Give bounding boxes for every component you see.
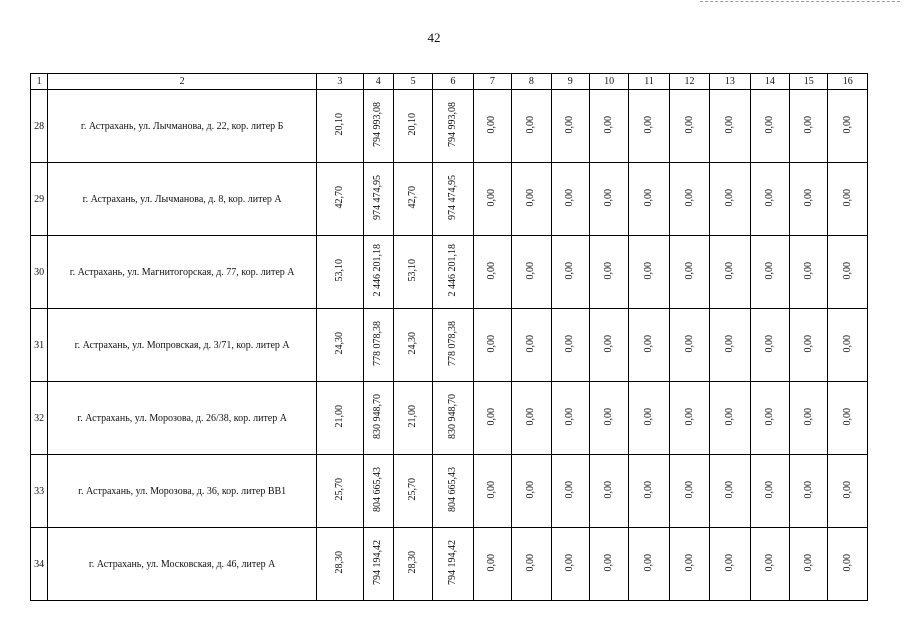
- value-cell-text: 0,00: [683, 480, 695, 499]
- value-cell: [750, 309, 789, 382]
- value-cell-text: 0,00: [486, 188, 498, 207]
- top-edge-line: [700, 1, 900, 4]
- header-cell: 7: [473, 74, 511, 90]
- value-cell-text: 0,00: [683, 553, 695, 572]
- value-cell: [750, 163, 789, 236]
- value-cell: [750, 455, 789, 528]
- address-cell: г. Астрахань, ул. Морозова, д. 26/38, кор. литер А: [48, 382, 317, 455]
- value-cell: [790, 90, 828, 163]
- value-cell-text: 0,00: [841, 480, 853, 499]
- value-cell-text: 0,00: [723, 188, 735, 207]
- value-cell: [669, 309, 709, 382]
- value-cell-text: 0,00: [603, 407, 615, 426]
- value-cell: [512, 163, 551, 236]
- value-cell-text: 0,00: [564, 115, 576, 134]
- value-cell-text: 0,00: [723, 407, 735, 426]
- area-cell: [317, 163, 364, 236]
- value-cell-text: 0,00: [763, 261, 775, 280]
- value-cell: [551, 528, 589, 601]
- cost-cell-text: 830 948,70: [447, 394, 458, 439]
- value-cell: [473, 528, 511, 601]
- value-cell-text: 0,00: [486, 553, 498, 572]
- value-cell: [512, 382, 551, 455]
- value-cell-text: 0,00: [643, 553, 655, 572]
- cost-cell-text: 830 948,70: [372, 394, 384, 439]
- area-cell: [393, 455, 432, 528]
- area-cell-text: 42,70: [407, 186, 419, 209]
- row-number: 33: [31, 455, 48, 528]
- cost-cell: [433, 236, 473, 309]
- cost-cell: [363, 382, 393, 455]
- cost-cell-text: 2 446 201,18: [447, 244, 458, 297]
- value-cell-text: 0,00: [802, 188, 814, 207]
- value-cell-text: 0,00: [841, 261, 853, 280]
- value-cell: [710, 528, 750, 601]
- value-cell: [551, 163, 589, 236]
- area-cell: [317, 382, 364, 455]
- value-cell: [828, 90, 868, 163]
- table-row: [31, 309, 868, 382]
- area-cell-text: 20,10: [333, 113, 345, 136]
- area-cell-text: 20,10: [407, 113, 419, 136]
- value-cell: [790, 309, 828, 382]
- row-number: 28: [31, 90, 48, 163]
- value-cell: [790, 528, 828, 601]
- value-cell: [710, 455, 750, 528]
- value-cell-text: 0,00: [525, 115, 537, 134]
- value-cell: [473, 382, 511, 455]
- value-cell: [629, 236, 669, 309]
- header-cell: 4: [363, 74, 393, 90]
- cost-cell: [433, 455, 473, 528]
- area-cell: [393, 90, 432, 163]
- value-cell-text: 0,00: [525, 261, 537, 280]
- address-cell: г. Астрахань, ул. Мопровская, д. 3/71, кор. литер А: [48, 309, 317, 382]
- value-cell-text: 0,00: [643, 334, 655, 353]
- value-cell: [828, 309, 868, 382]
- header-cell: 9: [551, 74, 589, 90]
- value-cell-text: 0,00: [763, 553, 775, 572]
- value-cell-text: 0,00: [525, 553, 537, 572]
- value-cell-text: 0,00: [763, 407, 775, 426]
- value-cell-text: 0,00: [841, 115, 853, 134]
- value-cell: [790, 455, 828, 528]
- value-cell-text: 0,00: [802, 261, 814, 280]
- value-cell-text: 0,00: [841, 188, 853, 207]
- value-cell-text: 0,00: [564, 407, 576, 426]
- value-cell: [551, 309, 589, 382]
- value-cell-text: 0,00: [763, 188, 775, 207]
- value-cell: [512, 309, 551, 382]
- value-cell-text: 0,00: [564, 334, 576, 353]
- value-cell: [710, 382, 750, 455]
- value-cell: [629, 163, 669, 236]
- cost-cell-text: 778 078,38: [447, 321, 458, 366]
- table-row: [31, 382, 868, 455]
- value-cell-text: 0,00: [763, 115, 775, 134]
- address-cell: г. Астрахань, ул. Московская, д. 46, литер А: [48, 528, 317, 601]
- cost-cell-text: 794 993,08: [447, 102, 458, 147]
- header-cell: 14: [750, 74, 789, 90]
- address-cell: г. Астрахань, ул. Лычманова, д. 22, кор. литер Б: [48, 90, 317, 163]
- value-cell: [473, 163, 511, 236]
- cost-cell: [433, 382, 473, 455]
- cost-cell: [433, 90, 473, 163]
- cost-cell-text: 794 993,08: [372, 102, 384, 147]
- value-cell-text: 0,00: [603, 188, 615, 207]
- cost-cell-text: 974 474,95: [447, 175, 458, 220]
- value-cell: [710, 90, 750, 163]
- area-cell-text: 25,70: [407, 478, 419, 501]
- value-cell: [589, 236, 628, 309]
- value-cell-text: 0,00: [603, 553, 615, 572]
- value-cell: [512, 455, 551, 528]
- cost-cell-text: 794 194,42: [372, 540, 384, 585]
- value-cell: [828, 382, 868, 455]
- value-cell-text: 0,00: [802, 480, 814, 499]
- cost-cell: [363, 528, 393, 601]
- value-cell-text: 0,00: [643, 261, 655, 280]
- value-cell: [551, 382, 589, 455]
- cost-cell-text: 804 665,43: [447, 467, 458, 512]
- value-cell: [828, 163, 868, 236]
- value-cell-text: 0,00: [564, 188, 576, 207]
- value-cell: [589, 163, 628, 236]
- value-cell: [669, 528, 709, 601]
- area-cell-text: 21,00: [407, 405, 419, 428]
- value-cell-text: 0,00: [486, 261, 498, 280]
- value-cell-text: 0,00: [683, 407, 695, 426]
- value-cell-text: 0,00: [802, 334, 814, 353]
- row-number: 32: [31, 382, 48, 455]
- value-cell: [512, 528, 551, 601]
- table-row: [31, 90, 868, 163]
- value-cell: [629, 528, 669, 601]
- area-cell-text: 24,30: [407, 332, 419, 355]
- area-cell-text: 42,70: [333, 186, 345, 209]
- value-cell-text: 0,00: [802, 407, 814, 426]
- value-cell: [669, 455, 709, 528]
- header-cell: 6: [433, 74, 473, 90]
- value-cell: [589, 455, 628, 528]
- area-cell-text: 21,00: [333, 405, 345, 428]
- value-cell-text: 0,00: [643, 407, 655, 426]
- value-cell-text: 0,00: [723, 553, 735, 572]
- value-cell-text: 0,00: [603, 115, 615, 134]
- value-cell-text: 0,00: [723, 261, 735, 280]
- value-cell-text: 0,00: [603, 334, 615, 353]
- value-cell: [790, 382, 828, 455]
- value-cell-text: 0,00: [643, 115, 655, 134]
- data-table: [30, 73, 868, 601]
- value-cell: [473, 455, 511, 528]
- value-cell-text: 0,00: [802, 553, 814, 572]
- value-cell-text: 0,00: [643, 188, 655, 207]
- table-row: [31, 163, 868, 236]
- value-cell: [473, 309, 511, 382]
- value-cell-text: 0,00: [525, 407, 537, 426]
- area-cell: [317, 528, 364, 601]
- row-number: 29: [31, 163, 48, 236]
- value-cell: [629, 309, 669, 382]
- header-cell: 2: [48, 74, 317, 90]
- cost-cell: [433, 163, 473, 236]
- value-cell: [790, 163, 828, 236]
- value-cell: [750, 236, 789, 309]
- cost-cell: [363, 90, 393, 163]
- value-cell-text: 0,00: [841, 407, 853, 426]
- header-cell: 16: [828, 74, 868, 90]
- value-cell: [512, 236, 551, 309]
- header-cell: 12: [669, 74, 709, 90]
- value-cell-text: 0,00: [564, 480, 576, 499]
- value-cell: [551, 90, 589, 163]
- address-cell: г. Астрахань, ул. Лычманова, д. 8, кор. литер А: [48, 163, 317, 236]
- value-cell: [669, 90, 709, 163]
- value-cell: [828, 455, 868, 528]
- value-cell-text: 0,00: [683, 188, 695, 207]
- cost-cell-text: 778 078,38: [372, 321, 384, 366]
- value-cell-text: 0,00: [723, 115, 735, 134]
- value-cell-text: 0,00: [643, 480, 655, 499]
- table-row: [31, 236, 868, 309]
- area-cell-text: 28,30: [333, 551, 345, 574]
- value-cell-text: 0,00: [525, 334, 537, 353]
- value-cell-text: 0,00: [841, 553, 853, 572]
- area-cell-text: 28,30: [407, 551, 419, 574]
- value-cell-text: 0,00: [603, 261, 615, 280]
- value-cell: [589, 528, 628, 601]
- value-cell: [473, 90, 511, 163]
- row-number: 34: [31, 528, 48, 601]
- value-cell: [551, 455, 589, 528]
- cost-cell: [363, 455, 393, 528]
- value-cell-text: 0,00: [683, 115, 695, 134]
- value-cell-text: 0,00: [525, 188, 537, 207]
- value-cell-text: 0,00: [683, 261, 695, 280]
- value-cell: [828, 528, 868, 601]
- value-cell: [669, 382, 709, 455]
- value-cell: [669, 163, 709, 236]
- cost-cell: [363, 236, 393, 309]
- area-cell-text: 53,10: [407, 259, 419, 282]
- value-cell: [669, 236, 709, 309]
- value-cell-text: 0,00: [683, 334, 695, 353]
- value-cell: [473, 236, 511, 309]
- header-cell: 8: [512, 74, 551, 90]
- area-cell-text: 53,10: [333, 259, 345, 282]
- value-cell-text: 0,00: [564, 553, 576, 572]
- value-cell: [629, 455, 669, 528]
- table-row: [31, 528, 868, 601]
- value-cell: [629, 382, 669, 455]
- header-cell: 15: [790, 74, 828, 90]
- cost-cell: [363, 163, 393, 236]
- header-cell: 5: [393, 74, 432, 90]
- value-cell: [629, 90, 669, 163]
- value-cell-text: 0,00: [486, 407, 498, 426]
- header-cell: 1: [31, 74, 48, 90]
- table-row: [31, 455, 868, 528]
- header-cell: 3: [317, 74, 364, 90]
- value-cell-text: 0,00: [802, 115, 814, 134]
- value-cell-text: 0,00: [525, 480, 537, 499]
- value-cell: [828, 236, 868, 309]
- value-cell-text: 0,00: [763, 334, 775, 353]
- cost-cell: [433, 309, 473, 382]
- area-cell: [317, 455, 364, 528]
- area-cell: [393, 382, 432, 455]
- value-cell: [790, 236, 828, 309]
- value-cell: [589, 90, 628, 163]
- area-cell: [317, 90, 364, 163]
- value-cell: [710, 236, 750, 309]
- header-cell: 10: [589, 74, 628, 90]
- value-cell: [750, 90, 789, 163]
- value-cell: [512, 90, 551, 163]
- area-cell: [393, 309, 432, 382]
- row-number: 30: [31, 236, 48, 309]
- value-cell: [589, 309, 628, 382]
- value-cell: [551, 236, 589, 309]
- value-cell-text: 0,00: [841, 334, 853, 353]
- cost-cell-text: 2 446 201,18: [372, 244, 384, 297]
- row-number: 31: [31, 309, 48, 382]
- cost-cell: [363, 309, 393, 382]
- value-cell-text: 0,00: [564, 261, 576, 280]
- value-cell: [589, 382, 628, 455]
- value-cell: [750, 528, 789, 601]
- value-cell-text: 0,00: [486, 334, 498, 353]
- page-number: 42: [427, 30, 441, 45]
- area-cell: [317, 236, 364, 309]
- header-cell: 11: [629, 74, 669, 90]
- area-cell: [393, 236, 432, 309]
- value-cell-text: 0,00: [723, 480, 735, 499]
- address-cell: г. Астрахань, ул. Морозова, д. 36, кор. литер ВВ1: [48, 455, 317, 528]
- area-cell: [317, 309, 364, 382]
- cost-cell: [433, 528, 473, 601]
- value-cell: [710, 163, 750, 236]
- area-cell-text: 25,70: [333, 478, 345, 501]
- header-row: [31, 74, 868, 90]
- area-cell-text: 24,30: [333, 332, 345, 355]
- value-cell: [750, 382, 789, 455]
- value-cell-text: 0,00: [486, 480, 498, 499]
- value-cell-text: 0,00: [763, 480, 775, 499]
- value-cell-text: 0,00: [603, 480, 615, 499]
- value-cell: [710, 309, 750, 382]
- area-cell: [393, 163, 432, 236]
- cost-cell-text: 974 474,95: [372, 175, 384, 220]
- cost-cell-text: 794 194,42: [447, 540, 458, 585]
- value-cell-text: 0,00: [486, 115, 498, 134]
- area-cell: [393, 528, 432, 601]
- address-cell: г. Астрахань, ул. Магнитогорская, д. 77, кор. литер А: [48, 236, 317, 309]
- header-cell: 13: [710, 74, 750, 90]
- cost-cell-text: 804 665,43: [372, 467, 384, 512]
- value-cell-text: 0,00: [723, 334, 735, 353]
